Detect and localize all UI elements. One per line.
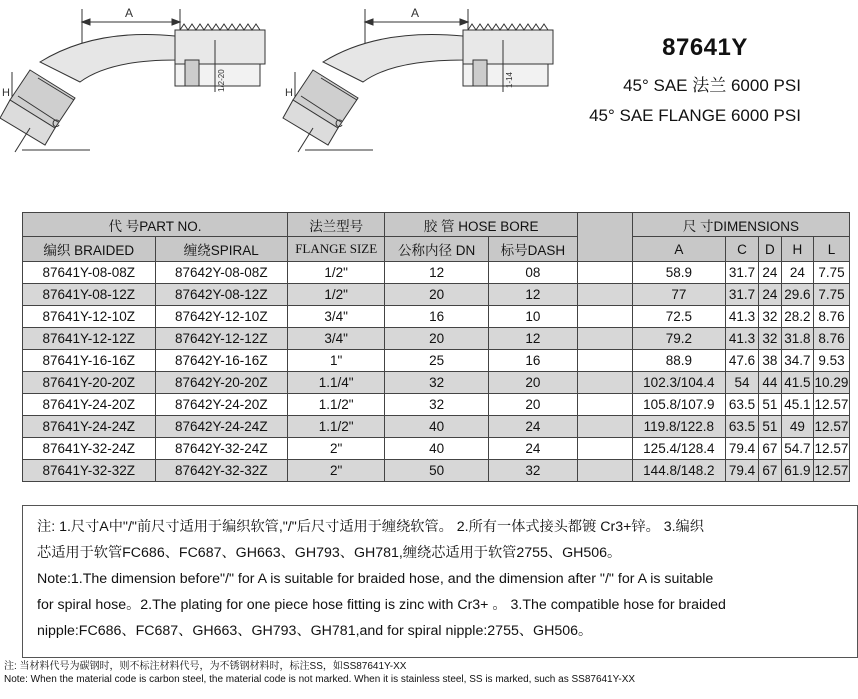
table-row bbox=[23, 262, 850, 284]
d-cell: 38 bbox=[759, 350, 782, 372]
spiral-cell: 87642Y-08-08Z bbox=[155, 262, 288, 284]
l-cell: 8.76 bbox=[813, 328, 849, 350]
spacer-cell bbox=[577, 416, 632, 438]
dn-header: 公称内径 DN bbox=[385, 237, 489, 262]
col-d-header: D bbox=[759, 237, 782, 262]
dash-cell: 16 bbox=[488, 350, 577, 372]
d-cell: 24 bbox=[759, 284, 782, 306]
flange-cell: 1/2" bbox=[288, 284, 385, 306]
spacer-cell bbox=[577, 372, 632, 394]
c-cell: 79.4 bbox=[725, 460, 758, 482]
flange-cell: 1.1/2" bbox=[288, 416, 385, 438]
braided-header: 编织 BRAIDED bbox=[23, 237, 156, 262]
dash-cell: 10 bbox=[488, 306, 577, 328]
l-cell: 10.29 bbox=[813, 372, 849, 394]
d-cell: 44 bbox=[759, 372, 782, 394]
a-cell: 144.8/148.2 bbox=[632, 460, 725, 482]
l-cell: 12.57 bbox=[813, 394, 849, 416]
h-cell: 49 bbox=[781, 416, 813, 438]
l-cell: 12.57 bbox=[813, 438, 849, 460]
braided-cell: 87641Y-24-20Z bbox=[23, 394, 156, 416]
note-cn-line-2: 芯适用于软管FC686、FC687、GH663、GH793、GH781,缠绕芯适用于软管2755、GH506。 bbox=[37, 545, 622, 561]
d-cell: 32 bbox=[759, 306, 782, 328]
c-cell: 41.3 bbox=[725, 306, 758, 328]
dn-cell: 16 bbox=[385, 306, 489, 328]
dash-cell: 20 bbox=[488, 372, 577, 394]
fitting-drawing-spiral bbox=[283, 6, 553, 152]
h-cell: 41.5 bbox=[781, 372, 813, 394]
a-cell: 88.9 bbox=[632, 350, 725, 372]
spacer-cell bbox=[577, 460, 632, 482]
dash-cell: 12 bbox=[488, 328, 577, 350]
flange-cell: 1.1/4" bbox=[288, 372, 385, 394]
dim-a-label: A bbox=[411, 6, 420, 20]
dash-cell: 12 bbox=[488, 284, 577, 306]
thread-label: 1/2-20 bbox=[217, 69, 226, 92]
h-cell: 24 bbox=[781, 262, 813, 284]
a-cell: 125.4/128.4 bbox=[632, 438, 725, 460]
h-cell: 31.8 bbox=[781, 328, 813, 350]
dim-c-label: C bbox=[335, 118, 343, 130]
h-cell: 45.1 bbox=[781, 394, 813, 416]
dim-h-label: H bbox=[2, 87, 10, 99]
flange-cell: 1" bbox=[288, 350, 385, 372]
dimensions-header: 尺 寸DIMENSIONS bbox=[632, 213, 849, 237]
c-cell: 63.5 bbox=[725, 394, 758, 416]
braided-cell: 87641Y-12-10Z bbox=[23, 306, 156, 328]
d-cell: 67 bbox=[759, 438, 782, 460]
spiral-cell: 87642Y-12-10Z bbox=[155, 306, 288, 328]
d-cell: 24 bbox=[759, 262, 782, 284]
c-cell: 31.7 bbox=[725, 262, 758, 284]
spiral-cell: 87642Y-12-12Z bbox=[155, 328, 288, 350]
part-no-header: 代 号PART NO. bbox=[23, 213, 288, 237]
table-row bbox=[23, 438, 850, 460]
table-row bbox=[23, 372, 850, 394]
d-cell: 51 bbox=[759, 394, 782, 416]
c-cell: 41.3 bbox=[725, 328, 758, 350]
d-cell: 32 bbox=[759, 328, 782, 350]
dash-cell: 32 bbox=[488, 460, 577, 482]
l-cell: 12.57 bbox=[813, 460, 849, 482]
table-row bbox=[23, 416, 850, 438]
flange-cell: 2" bbox=[288, 438, 385, 460]
dn-cell: 50 bbox=[385, 460, 489, 482]
notes-box bbox=[22, 505, 858, 658]
table-row bbox=[23, 394, 850, 416]
table-row bbox=[23, 328, 850, 350]
c-cell: 79.4 bbox=[725, 438, 758, 460]
part-title: 87641Y bbox=[662, 34, 748, 61]
spacer-cell bbox=[577, 438, 632, 460]
spacer-cell bbox=[577, 284, 632, 306]
note-en-line-1: Note:1.The dimension before"/" for A is suitable for braided hose, and the dimension after "/" for A is suitable bbox=[37, 571, 714, 587]
a-cell: 102.3/104.4 bbox=[632, 372, 725, 394]
table-row bbox=[23, 306, 850, 328]
dn-cell: 12 bbox=[385, 262, 489, 284]
col-l-header: L bbox=[813, 237, 849, 262]
note-en-line-3: nipple:FC686、FC687、GH663、GH793、GH781,and for spiral nipple:2755、GH506。 bbox=[37, 623, 593, 639]
table-row bbox=[23, 284, 850, 306]
dn-cell: 25 bbox=[385, 350, 489, 372]
footer-cn: 注: 当材料代号为碳钢时，则不标注材料代号，为不锈钢材料时，标注SS，如SS87641Y-XX bbox=[4, 661, 407, 672]
braided-cell: 87641Y-32-24Z bbox=[23, 438, 156, 460]
spiral-cell: 87642Y-24-20Z bbox=[155, 394, 288, 416]
spiral-cell: 87642Y-32-24Z bbox=[155, 438, 288, 460]
a-cell: 105.8/107.9 bbox=[632, 394, 725, 416]
braided-cell: 87641Y-32-32Z bbox=[23, 460, 156, 482]
l-cell: 7.75 bbox=[813, 284, 849, 306]
flange-cell: 3/4" bbox=[288, 306, 385, 328]
braided-cell: 87641Y-24-24Z bbox=[23, 416, 156, 438]
header-spacer bbox=[577, 213, 632, 262]
dn-cell: 20 bbox=[385, 328, 489, 350]
spec-table bbox=[22, 212, 850, 482]
col-c-header: C bbox=[725, 237, 758, 262]
flange-type-header: 法兰型号 bbox=[288, 213, 385, 237]
spacer-cell bbox=[577, 394, 632, 416]
c-cell: 31.7 bbox=[725, 284, 758, 306]
hose-bore-header: 胶 管 HOSE BORE bbox=[385, 213, 578, 237]
dash-header: 标号DASH bbox=[488, 237, 577, 262]
a-cell: 119.8/122.8 bbox=[632, 416, 725, 438]
subtitle-cn: 45° SAE 法兰 6000 PSI bbox=[623, 76, 801, 95]
dn-cell: 20 bbox=[385, 284, 489, 306]
table-header-row-1 bbox=[23, 213, 850, 237]
braided-cell: 87641Y-08-08Z bbox=[23, 262, 156, 284]
title-block bbox=[560, 28, 850, 126]
braided-cell: 87641Y-12-12Z bbox=[23, 328, 156, 350]
dn-cell: 32 bbox=[385, 394, 489, 416]
note-en-line-2: for spiral hose。2.The plating for one piece hose fitting is zinc with Cr3+ 。 3.The compatible hose for braided bbox=[37, 597, 726, 613]
a-cell: 72.5 bbox=[632, 306, 725, 328]
spacer-cell bbox=[577, 350, 632, 372]
dn-cell: 32 bbox=[385, 372, 489, 394]
flange-cell: 3/4" bbox=[288, 328, 385, 350]
d-cell: 67 bbox=[759, 460, 782, 482]
braided-cell: 87641Y-16-16Z bbox=[23, 350, 156, 372]
footer-note bbox=[4, 660, 635, 686]
spiral-cell: 87642Y-32-32Z bbox=[155, 460, 288, 482]
dash-cell: 08 bbox=[488, 262, 577, 284]
spacer-cell bbox=[577, 262, 632, 284]
dash-cell: 24 bbox=[488, 438, 577, 460]
c-cell: 54 bbox=[725, 372, 758, 394]
spacer-cell bbox=[577, 328, 632, 350]
h-cell: 34.7 bbox=[781, 350, 813, 372]
col-h-header: H bbox=[781, 237, 813, 262]
fitting-drawings bbox=[0, 0, 560, 190]
h-cell: 61.9 bbox=[781, 460, 813, 482]
h-cell: 54.7 bbox=[781, 438, 813, 460]
a-cell: 79.2 bbox=[632, 328, 725, 350]
dash-cell: 24 bbox=[488, 416, 577, 438]
table-row bbox=[23, 460, 850, 482]
subtitle-en: 45° SAE FLANGE 6000 PSI bbox=[589, 106, 801, 125]
spiral-cell: 87642Y-16-16Z bbox=[155, 350, 288, 372]
l-cell: 9.53 bbox=[813, 350, 849, 372]
spiral-cell: 87642Y-20-20Z bbox=[155, 372, 288, 394]
dash-cell: 20 bbox=[488, 394, 577, 416]
dim-h-label: H bbox=[285, 87, 293, 99]
h-cell: 28.2 bbox=[781, 306, 813, 328]
note-cn-line-1: 注: 1.尺寸A中"/"前尺寸适用于编织软管,"/"后尺寸适用于缠绕软管。 2.所有一体式接头都镀 Cr3+锌。 3.编织 bbox=[37, 519, 704, 535]
fitting-drawing-braided bbox=[0, 6, 265, 152]
dn-cell: 40 bbox=[385, 416, 489, 438]
footer-en: Note: When the material code is carbon steel, the material code is not marked. When it is stainless steel, SS is marked, such as SS87641Y-XX bbox=[4, 674, 636, 685]
a-cell: 58.9 bbox=[632, 262, 725, 284]
spiral-cell: 87642Y-08-12Z bbox=[155, 284, 288, 306]
thread-label: 1-14 bbox=[505, 71, 514, 88]
c-cell: 47.6 bbox=[725, 350, 758, 372]
flange-cell: 1.1/2" bbox=[288, 394, 385, 416]
table-row bbox=[23, 350, 850, 372]
d-cell: 51 bbox=[759, 416, 782, 438]
braided-cell: 87641Y-20-20Z bbox=[23, 372, 156, 394]
spiral-cell: 87642Y-24-24Z bbox=[155, 416, 288, 438]
l-cell: 8.76 bbox=[813, 306, 849, 328]
dim-a-label: A bbox=[125, 6, 134, 20]
table-header-row-2 bbox=[23, 237, 850, 262]
a-cell: 77 bbox=[632, 284, 725, 306]
l-cell: 7.75 bbox=[813, 262, 849, 284]
h-cell: 29.6 bbox=[781, 284, 813, 306]
dn-cell: 40 bbox=[385, 438, 489, 460]
dim-c-label: C bbox=[52, 118, 60, 130]
flange-size-header: FLANGE SIZE bbox=[288, 237, 385, 262]
flange-cell: 1/2" bbox=[288, 262, 385, 284]
spacer-cell bbox=[577, 306, 632, 328]
spiral-header: 缠绕SPIRAL bbox=[155, 237, 288, 262]
c-cell: 63.5 bbox=[725, 416, 758, 438]
col-a-header: A bbox=[632, 237, 725, 262]
l-cell: 12.57 bbox=[813, 416, 849, 438]
braided-cell: 87641Y-08-12Z bbox=[23, 284, 156, 306]
flange-cell: 2" bbox=[288, 460, 385, 482]
